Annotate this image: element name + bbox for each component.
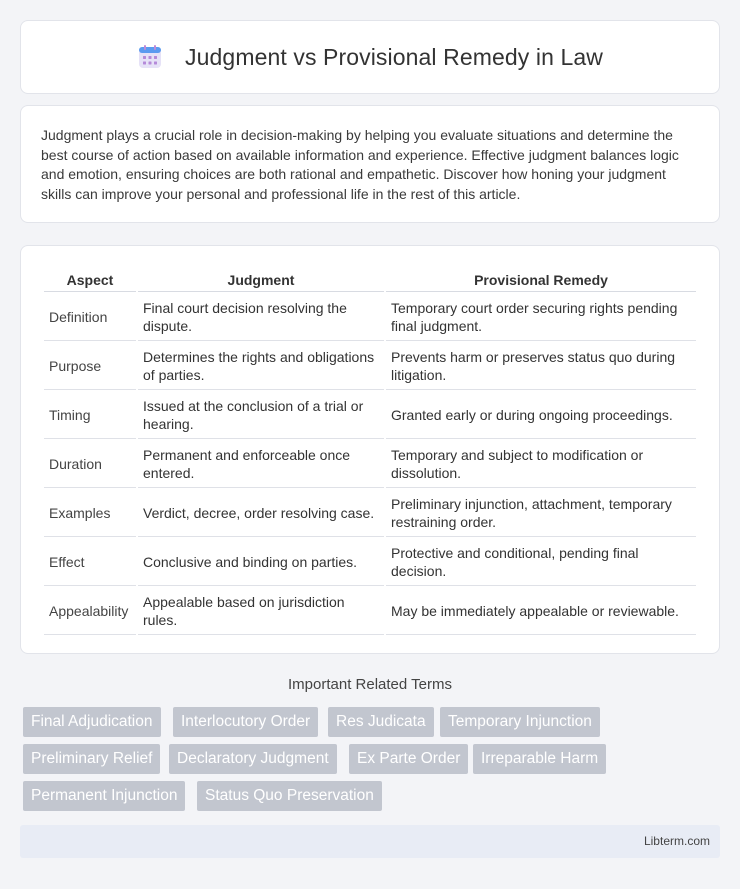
judgment-cell: Final court decision resolving the dispute.	[138, 294, 384, 341]
tag-preliminary-relief[interactable]: Preliminary Relief	[23, 744, 160, 774]
title-card	[20, 20, 720, 94]
provisional-remedy-cell: Temporary and subject to modification or dissolution.	[386, 441, 696, 488]
tag-final-adjudication[interactable]: Final Adjudication	[23, 707, 161, 737]
table-header-row	[44, 268, 696, 292]
aspect-cell: Examples	[44, 490, 136, 537]
table-row	[44, 343, 696, 390]
comparison-table	[42, 266, 698, 637]
judgment-cell: Issued at the conclusion of a trial or hearing.	[138, 392, 384, 439]
tag-status-quo-preservation[interactable]: Status Quo Preservation	[197, 781, 382, 811]
tag-ex-parte-order[interactable]: Ex Parte Order	[349, 744, 468, 774]
aspect-cell: Definition	[44, 294, 136, 341]
column-header-judgment: Judgment	[138, 268, 384, 292]
column-header-provisional-remedy: Provisional Remedy	[386, 268, 696, 292]
provisional-remedy-cell: Temporary court order securing rights pending final judgment.	[386, 294, 696, 341]
provisional-remedy-cell: Preliminary injunction, attachment, temporary restraining order.	[386, 490, 696, 537]
tag-irreparable-harm[interactable]: Irreparable Harm	[473, 744, 606, 774]
intro-text: Judgment plays a crucial role in decision-making by helping you evaluate situations and determine the best course of action based on available information and experience. Effective judgment balances logic and emotion, ensuring choices are both rational and empathetic. Discover how honing your judgment skills can improve your personal and professional life in the rest of this article.	[41, 127, 679, 202]
tag-interlocutory-order[interactable]: Interlocutory Order	[173, 707, 318, 737]
calendar-icon	[137, 44, 163, 70]
tag-declaratory-judgment[interactable]: Declaratory Judgment	[169, 744, 337, 774]
table-row	[44, 294, 696, 341]
judgment-cell: Conclusive and binding on parties.	[138, 539, 384, 586]
provisional-remedy-cell: Protective and conditional, pending final decision.	[386, 539, 696, 586]
aspect-cell: Appealability	[44, 588, 136, 635]
table-row	[44, 588, 696, 635]
table-row	[44, 490, 696, 537]
judgment-cell: Verdict, decree, order resolving case.	[138, 490, 384, 537]
aspect-cell: Duration	[44, 441, 136, 488]
judgment-cell: Appealable based on jurisdiction rules.	[138, 588, 384, 635]
footer	[20, 825, 720, 858]
table-row	[44, 392, 696, 439]
table-row	[44, 441, 696, 488]
tag-permanent-injunction[interactable]: Permanent Injunction	[23, 781, 185, 811]
intro-card	[20, 105, 720, 223]
comparison-table-card	[20, 245, 720, 654]
judgment-cell: Determines the rights and obligations of parties.	[138, 343, 384, 390]
column-header-aspect: Aspect	[44, 268, 136, 292]
related-terms-title: Important Related Terms	[288, 676, 452, 693]
judgment-cell: Permanent and enforceable once entered.	[138, 441, 384, 488]
table-row	[44, 539, 696, 586]
tag-res-judicata[interactable]: Res Judicata	[328, 707, 434, 737]
provisional-remedy-cell: Prevents harm or preserves status quo during litigation.	[386, 343, 696, 390]
footer-site-link[interactable]: Libterm.com	[643, 834, 710, 848]
aspect-cell: Effect	[44, 539, 136, 586]
aspect-cell: Timing	[44, 392, 136, 439]
aspect-cell: Purpose	[44, 343, 136, 390]
page-title: Judgment vs Provisional Remedy in Law	[185, 43, 603, 70]
provisional-remedy-cell: Granted early or during ongoing proceedings.	[386, 392, 696, 439]
provisional-remedy-cell: May be immediately appealable or reviewable.	[386, 588, 696, 635]
tag-temporary-injunction[interactable]: Temporary Injunction	[440, 707, 600, 737]
